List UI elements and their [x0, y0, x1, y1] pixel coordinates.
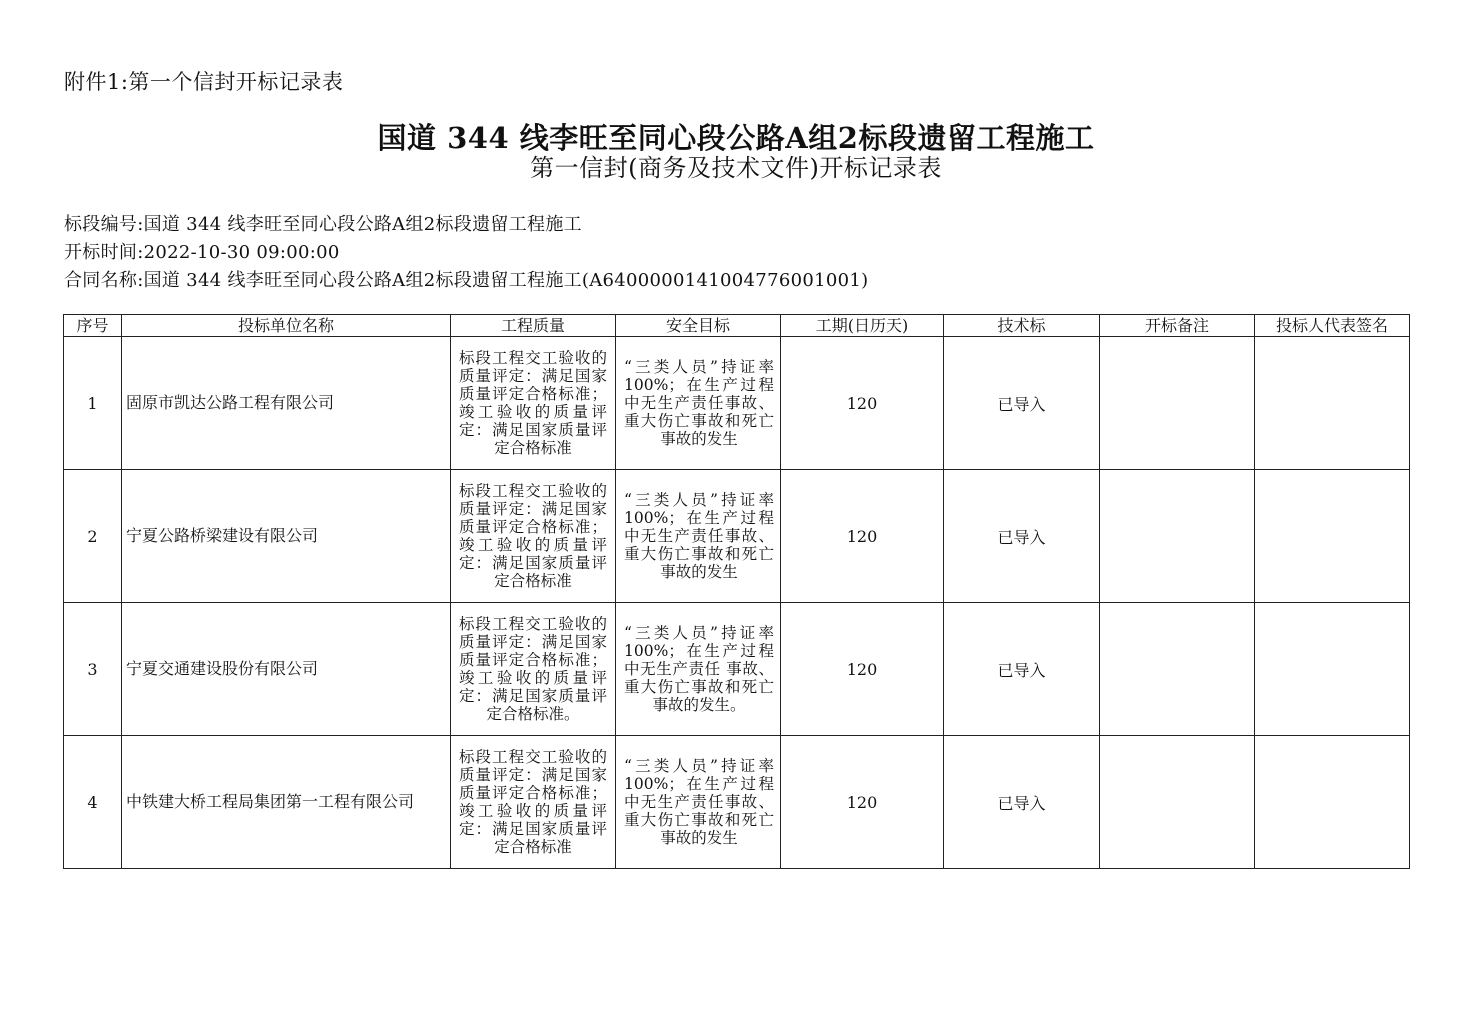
quality-text: 标段工程交工验收的质量评定：满足国家质量评定合格标准；竣工验收的质量评定：满足国家质量评定合格标准。: [451, 603, 616, 736]
duration-days: 120: [781, 603, 944, 736]
signature-cell: [1255, 603, 1410, 736]
bid-open-time: 开标时间:2022-10-30 09:00:00: [64, 242, 340, 263]
tech-status: 已导入: [944, 603, 1100, 736]
document-subtitle: 第一信封(商务及技术文件)开标记录表: [530, 154, 942, 182]
header-cell: 工期(日历天): [781, 315, 944, 337]
duration-days: 120: [781, 736, 944, 869]
signature-cell: [1255, 736, 1410, 869]
remark-cell: [1100, 603, 1255, 736]
contract-name: 合同名称:国道 344 线李旺至同心段公路A组2标段遗留工程施工(A6400000141004776001001): [64, 270, 869, 291]
quality-text: 标段工程交工验收的质量评定：满足国家质量评定合格标准；竣工验收的质量评定：满足国家质量评定合格标准: [451, 470, 616, 603]
signature-cell: [1255, 337, 1410, 470]
attachment-label: 附件1:第一个信封开标记录表: [64, 70, 344, 94]
tech-status: 已导入: [944, 736, 1100, 869]
quality-text: 标段工程交工验收的质量评定：满足国家质量评定合格标准；竣工验收的质量评定：满足国家质量评定合格标准: [451, 337, 616, 470]
bidder-name: 固原市凯达公路工程有限公司: [122, 337, 451, 470]
document-title: 国道 344 线李旺至同心段公路A组2标段遗留工程施工: [377, 121, 1095, 155]
bidder-name: 宁夏交通建设股份有限公司: [122, 603, 451, 736]
table-row: [64, 736, 1410, 869]
quality-text: 标段工程交工验收的质量评定：满足国家质量评定合格标准；竣工验收的质量评定：满足国家质量评定合格标准: [451, 736, 616, 869]
row-number: 1: [64, 337, 122, 470]
row-number: 4: [64, 736, 122, 869]
table-header-row: [64, 315, 1410, 337]
safety-text: “三类人员”持证率100%；在生产过程中无生产责任事故、重大伤亡事故和死亡事故的发生: [616, 337, 781, 470]
tech-status: 已导入: [944, 337, 1100, 470]
header-cell: 投标单位名称: [122, 315, 451, 337]
bidder-name: 中铁建大桥工程局集团第一工程有限公司: [122, 736, 451, 869]
row-number: 3: [64, 603, 122, 736]
safety-text: “三类人员”持证率100%；在生产过程中无生产责任事故、重大伤亡事故和死亡事故的发生: [616, 736, 781, 869]
signature-cell: [1255, 470, 1410, 603]
remark-cell: [1100, 736, 1255, 869]
header-cell: 技术标: [944, 315, 1100, 337]
duration-days: 120: [781, 337, 944, 470]
duration-days: 120: [781, 470, 944, 603]
table-row: [64, 337, 1410, 470]
header-cell: 开标备注: [1100, 315, 1255, 337]
remark-cell: [1100, 470, 1255, 603]
section-number: 标段编号:国道 344 线李旺至同心段公路A组2标段遗留工程施工: [64, 214, 582, 235]
bidder-name: 宁夏公路桥梁建设有限公司: [122, 470, 451, 603]
remark-cell: [1100, 337, 1255, 470]
bid-opening-record-table: [63, 314, 1410, 869]
safety-text: “三类人员”持证率 100%；在生产过程中无生产责任 事故、重大伤亡事故和死亡事故的发生。: [616, 603, 781, 736]
table-row: [64, 603, 1410, 736]
safety-text: “三类人员”持证率100%；在生产过程中无生产责任事故、重大伤亡事故和死亡事故的发生: [616, 470, 781, 603]
tech-status: 已导入: [944, 470, 1100, 603]
header-cell: 工程质量: [451, 315, 616, 337]
header-cell: 安全目标: [616, 315, 781, 337]
row-number: 2: [64, 470, 122, 603]
header-cell: 序号: [64, 315, 122, 337]
header-cell: 投标人代表签名: [1255, 315, 1410, 337]
table-row: [64, 470, 1410, 603]
